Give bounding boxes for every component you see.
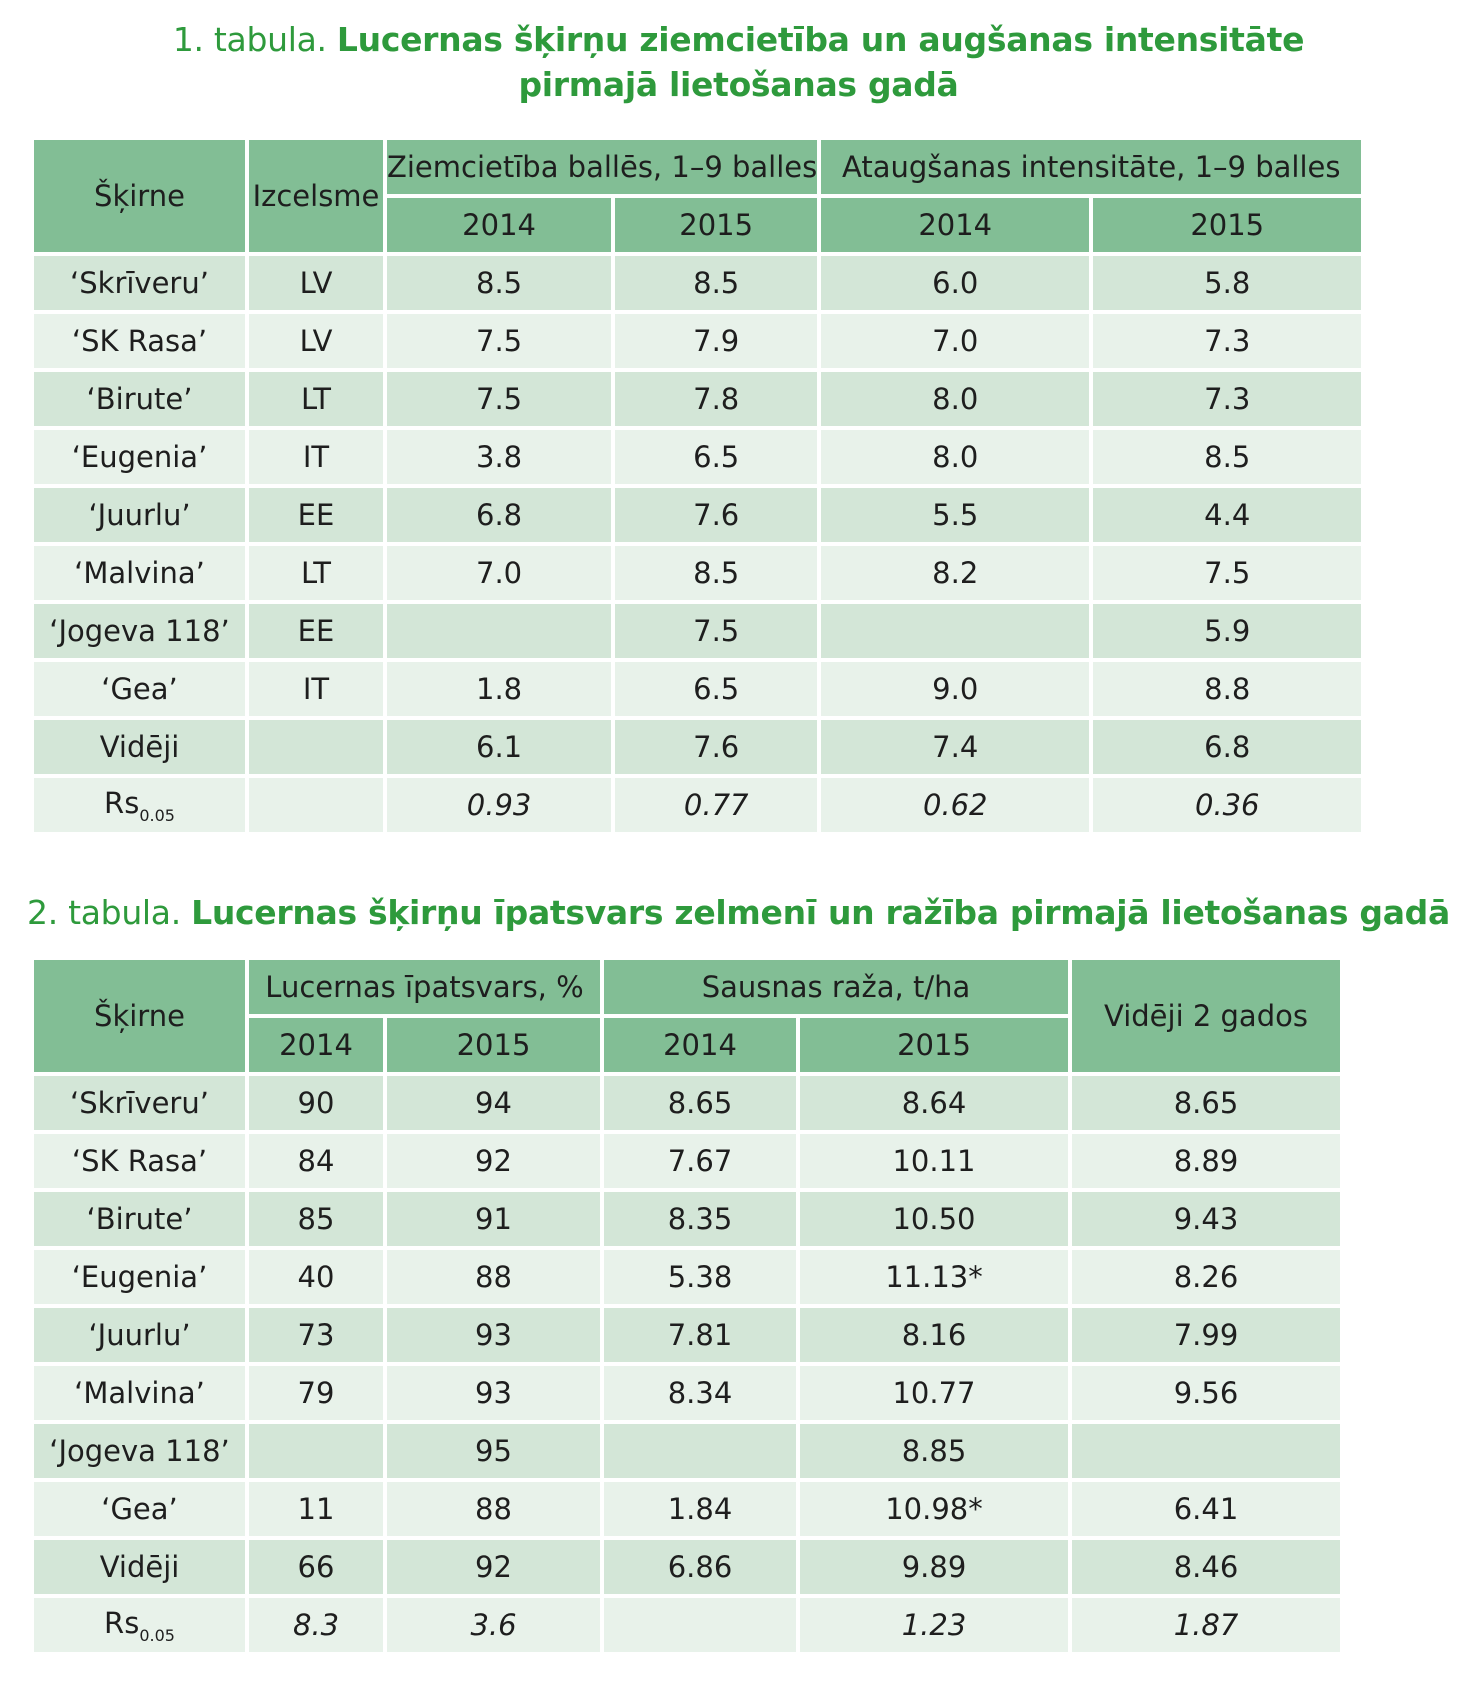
value-cell: 93: [387, 1308, 600, 1362]
value-cell: 95: [387, 1424, 600, 1478]
value-cell: 8.5: [615, 546, 817, 600]
table2-caption-number: 2. tabula.: [27, 893, 181, 932]
table1-header-origin: Izcelsme: [249, 140, 383, 252]
value-cell: 5.5: [821, 488, 1089, 542]
table1-header-year: 2014: [821, 198, 1089, 252]
variety-name: ‘SK Rasa’: [34, 1134, 245, 1188]
table1-header-row: [34, 140, 1361, 194]
value-cell: 5.8: [1093, 256, 1361, 310]
average-label: Vidēji: [34, 720, 245, 774]
table2-header-year: 2014: [249, 1018, 383, 1072]
table2-caption-title: Lucernas šķirņu īpatsvars zelmenī un ražība pirmajā lietošanas gadā: [191, 893, 1450, 932]
table2: [30, 956, 1344, 1656]
origin-cell: LT: [249, 546, 383, 600]
lsd-value: [604, 1598, 796, 1652]
origin-cell: LT: [249, 372, 383, 426]
value-cell: 9.0: [821, 662, 1089, 716]
value-cell: 6.8: [387, 488, 611, 542]
origin-cell: LV: [249, 256, 383, 310]
origin-cell: EE: [249, 604, 383, 658]
value-cell: 8.26: [1072, 1250, 1340, 1304]
table1-row: [34, 372, 1361, 426]
variety-name: ‘Eugenia’: [34, 1250, 245, 1304]
table2-header-year: 2015: [800, 1018, 1068, 1072]
lsd-value: 3.6: [387, 1598, 600, 1652]
value-cell: 93: [387, 1366, 600, 1420]
origin-cell: IT: [249, 430, 383, 484]
value-cell: 7.5: [615, 604, 817, 658]
value-cell: 1.8: [387, 662, 611, 716]
value-cell: 8.34: [604, 1366, 796, 1420]
table2-header-row: [34, 960, 1340, 1014]
value-cell: 7.81: [604, 1308, 796, 1362]
value-cell: 40: [249, 1250, 383, 1304]
table2-header-variety: Šķirne: [34, 960, 245, 1072]
value-cell: 84: [249, 1134, 383, 1188]
variety-name: ‘Eugenia’: [34, 430, 245, 484]
value-cell: [387, 604, 611, 658]
table2-average-row: [34, 1540, 1340, 1594]
lsd-value: 0.93: [387, 778, 611, 832]
value-cell: 6.8: [1093, 720, 1361, 774]
value-cell: 8.65: [1072, 1076, 1340, 1130]
lsd-label-subscript: 0.05: [139, 805, 175, 825]
table2-header-year: 2015: [387, 1018, 600, 1072]
variety-name: ‘SK Rasa’: [34, 314, 245, 368]
lsd-value: 1.87: [1072, 1598, 1340, 1652]
table1-row: [34, 546, 1361, 600]
value-cell: 10.77: [800, 1366, 1068, 1420]
origin-cell: [249, 720, 383, 774]
lsd-value: 0.36: [1093, 778, 1361, 832]
variety-name: ‘Malvina’: [34, 1366, 245, 1420]
table2-header-share: Lucernas īpatsvars, %: [249, 960, 600, 1014]
value-cell: 7.9: [615, 314, 817, 368]
table2-row: [34, 1308, 1340, 1362]
variety-name: ‘Birute’: [34, 1192, 245, 1246]
table1-header-regrowth: Ataugšanas intensitāte, 1–9 balles: [821, 140, 1361, 194]
variety-name: ‘Gea’: [34, 1482, 245, 1536]
variety-name: ‘Skrīveru’: [34, 1076, 245, 1130]
table2-row: [34, 1424, 1340, 1478]
origin-cell: LV: [249, 314, 383, 368]
value-cell: 8.46: [1072, 1540, 1340, 1594]
lsd-value: 8.3: [249, 1598, 383, 1652]
value-cell: 8.2: [821, 546, 1089, 600]
variety-name: ‘Birute’: [34, 372, 245, 426]
value-cell: 1.84: [604, 1482, 796, 1536]
value-cell: [249, 1424, 383, 1478]
table2-row: [34, 1366, 1340, 1420]
value-cell: 6.1: [387, 720, 611, 774]
value-cell: 90: [249, 1076, 383, 1130]
value-cell: 4.4: [1093, 488, 1361, 542]
table2-lsd-row: [34, 1598, 1340, 1652]
value-cell: 8.65: [604, 1076, 796, 1130]
lsd-label-text: Rs: [104, 1605, 140, 1640]
value-cell: 88: [387, 1250, 600, 1304]
value-cell: 3.8: [387, 430, 611, 484]
table1-header-winterhardiness: Ziemcietība ballēs, 1–9 balles: [387, 140, 817, 194]
value-cell: 7.5: [387, 372, 611, 426]
value-cell: 7.5: [387, 314, 611, 368]
table1-row: [34, 314, 1361, 368]
table2-header-dry-matter-yield: Sausnas raža, t/ha: [604, 960, 1068, 1014]
value-cell: 92: [387, 1540, 600, 1594]
value-cell: 7.0: [387, 546, 611, 600]
variety-name: ‘Juurlu’: [34, 488, 245, 542]
origin-cell: [249, 778, 383, 832]
value-cell: 7.6: [615, 720, 817, 774]
value-cell: 94: [387, 1076, 600, 1130]
variety-name: ‘Juurlu’: [34, 1308, 245, 1362]
value-cell: 85: [249, 1192, 383, 1246]
table1-caption: [0, 17, 1477, 107]
value-cell: [604, 1424, 796, 1478]
value-cell: 11: [249, 1482, 383, 1536]
table1-row: [34, 662, 1361, 716]
table2-row: [34, 1192, 1340, 1246]
value-cell: 66: [249, 1540, 383, 1594]
value-cell: [821, 604, 1089, 658]
value-cell: 8.5: [1093, 430, 1361, 484]
value-cell: 73: [249, 1308, 383, 1362]
value-cell: 6.41: [1072, 1482, 1340, 1536]
value-cell: 7.3: [1093, 372, 1361, 426]
value-cell: 7.6: [615, 488, 817, 542]
value-cell: 8.5: [615, 256, 817, 310]
value-cell: 88: [387, 1482, 600, 1536]
table1-row: [34, 256, 1361, 310]
table1-row: [34, 430, 1361, 484]
value-cell: 6.0: [821, 256, 1089, 310]
table1-header-variety: Šķirne: [34, 140, 245, 252]
table2-header-average: Vidēji 2 gados: [1072, 960, 1340, 1072]
variety-name: ‘Jogeva 118’: [34, 1424, 245, 1478]
table1-caption-title: Lucernas šķirņu ziemcietība un augšanas intensitāte: [336, 20, 1305, 59]
value-cell: 91: [387, 1192, 600, 1246]
value-cell: 8.35: [604, 1192, 796, 1246]
table1-header-year: 2014: [387, 198, 611, 252]
value-cell: 11.13*: [800, 1250, 1068, 1304]
value-cell: 6.5: [615, 430, 817, 484]
value-cell: 5.38: [604, 1250, 796, 1304]
table2-header-year: 2014: [604, 1018, 796, 1072]
value-cell: 7.8: [615, 372, 817, 426]
value-cell: 8.89: [1072, 1134, 1340, 1188]
value-cell: 6.86: [604, 1540, 796, 1594]
value-cell: 10.11: [800, 1134, 1068, 1188]
value-cell: 8.85: [800, 1424, 1068, 1478]
value-cell: 92: [387, 1134, 600, 1188]
value-cell: 7.4: [821, 720, 1089, 774]
average-label: Vidēji: [34, 1540, 245, 1594]
origin-cell: IT: [249, 662, 383, 716]
table2-row: [34, 1076, 1340, 1130]
value-cell: 8.0: [821, 372, 1089, 426]
value-cell: 7.5: [1093, 546, 1361, 600]
value-cell: 8.0: [821, 430, 1089, 484]
value-cell: 9.56: [1072, 1366, 1340, 1420]
value-cell: 8.8: [1093, 662, 1361, 716]
value-cell: [1072, 1424, 1340, 1478]
value-cell: 7.99: [1072, 1308, 1340, 1362]
value-cell: 6.5: [615, 662, 817, 716]
origin-cell: EE: [249, 488, 383, 542]
lsd-value: 0.77: [615, 778, 817, 832]
value-cell: 7.3: [1093, 314, 1361, 368]
lsd-value: 0.62: [821, 778, 1089, 832]
variety-name: ‘Skrīveru’: [34, 256, 245, 310]
lsd-label: [34, 778, 245, 832]
table2-row: [34, 1134, 1340, 1188]
value-cell: 9.43: [1072, 1192, 1340, 1246]
table1: [30, 136, 1365, 836]
value-cell: 10.50: [800, 1192, 1068, 1246]
variety-name: ‘Gea’: [34, 662, 245, 716]
value-cell: 10.98*: [800, 1482, 1068, 1536]
value-cell: 7.0: [821, 314, 1089, 368]
table1-average-row: [34, 720, 1361, 774]
value-cell: 8.64: [800, 1076, 1068, 1130]
lsd-label-subscript: 0.05: [139, 1625, 175, 1645]
table1-caption-title-line2: pirmajā lietošanas gadā: [518, 65, 959, 104]
value-cell: 9.89: [800, 1540, 1068, 1594]
value-cell: 7.67: [604, 1134, 796, 1188]
lsd-label: [34, 1598, 245, 1652]
table1-row: [34, 488, 1361, 542]
table1-header-year: 2015: [1093, 198, 1361, 252]
lsd-value: 1.23: [800, 1598, 1068, 1652]
table1-caption-number: 1. tabula.: [172, 20, 327, 59]
table2-row: [34, 1482, 1340, 1536]
variety-name: ‘Jogeva 118’: [34, 604, 245, 658]
variety-name: ‘Malvina’: [34, 546, 245, 600]
table1-row: [34, 604, 1361, 658]
value-cell: 8.16: [800, 1308, 1068, 1362]
lsd-label-text: Rs: [104, 785, 140, 820]
table2-caption: [0, 890, 1477, 935]
table2-row: [34, 1250, 1340, 1304]
table1-header-year: 2015: [615, 198, 817, 252]
value-cell: 8.5: [387, 256, 611, 310]
value-cell: 5.9: [1093, 604, 1361, 658]
table1-lsd-row: [34, 778, 1361, 832]
value-cell: 79: [249, 1366, 383, 1420]
